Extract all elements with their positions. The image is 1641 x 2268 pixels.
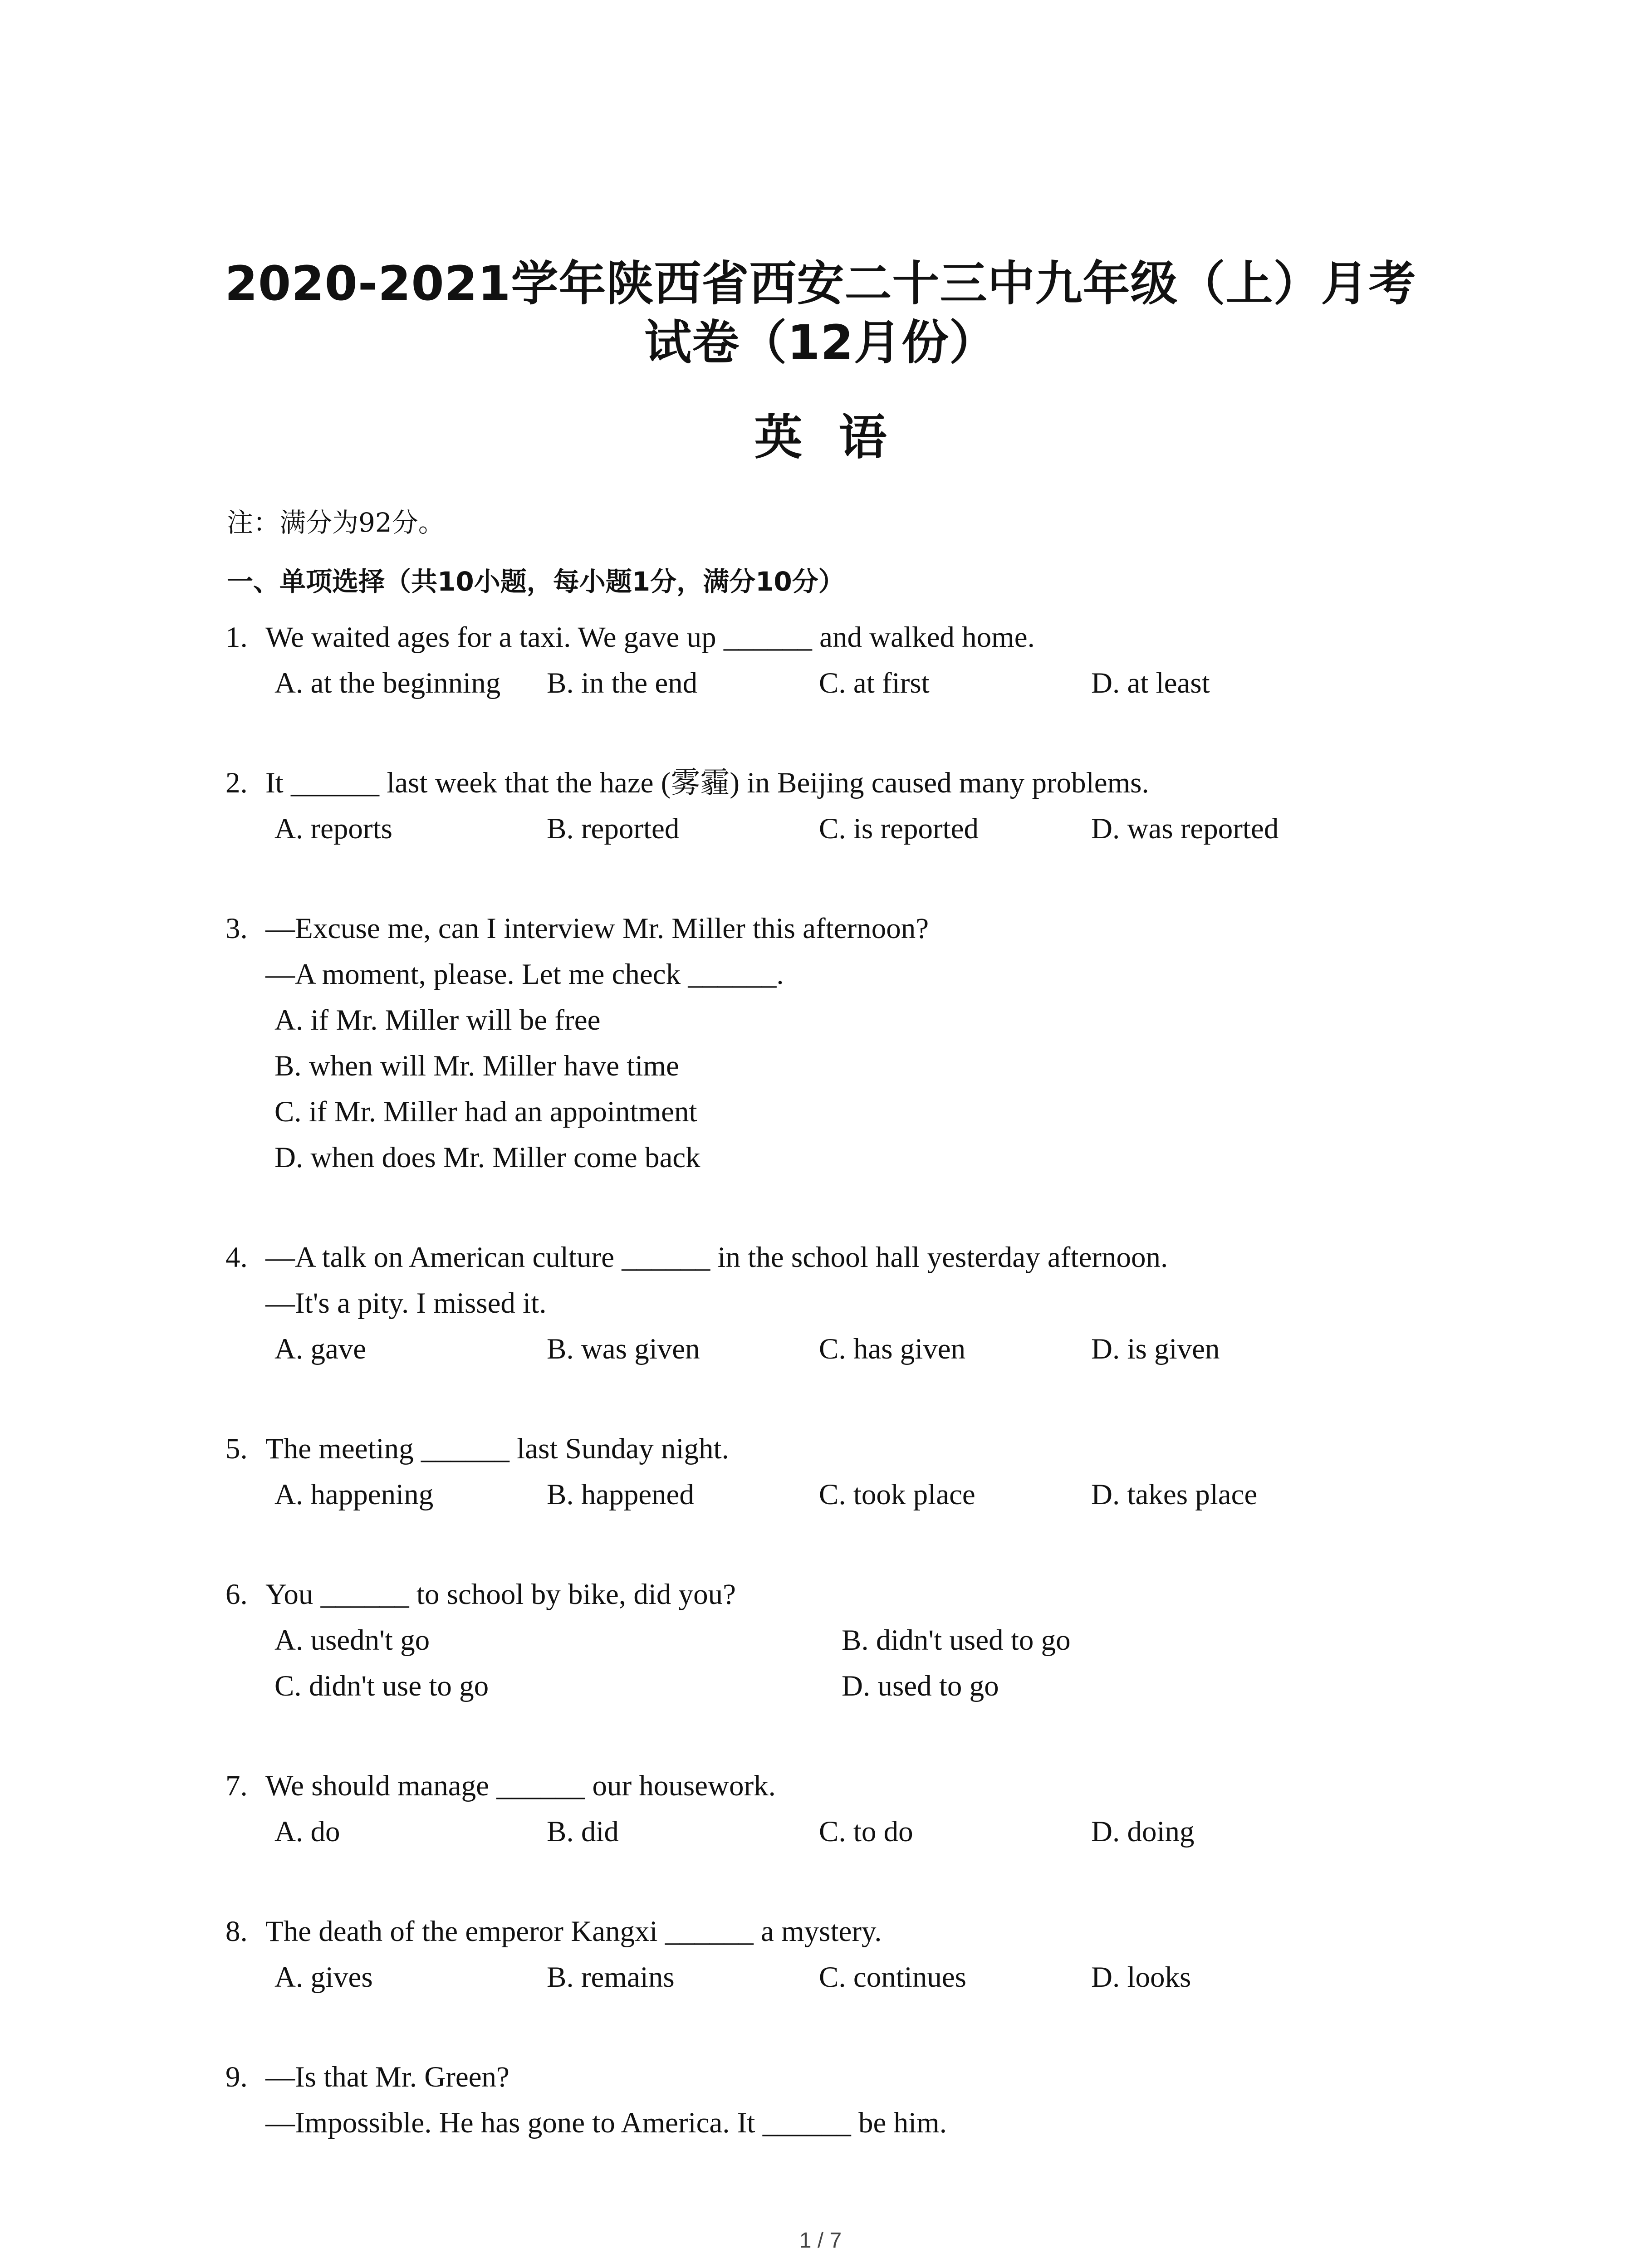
option-c: C. has given: [819, 1333, 966, 1365]
option-a: A. do: [274, 1815, 340, 1848]
section-heading: 一、单项选择（共10小题，每小题1分，满分10分）: [227, 566, 845, 597]
option-c: C. is reported: [819, 812, 979, 845]
option-d: D. doing: [1091, 1815, 1195, 1848]
option-c: C. if Mr. Miller had an appointment: [274, 1095, 697, 1128]
option-c: C. didn't use to go: [274, 1670, 489, 1702]
option-c: C. continues: [819, 1961, 966, 1994]
option-b: B. in the end: [547, 667, 698, 699]
question-stem-line-1: —Excuse me, can I interview Mr. Miller this afternoon?: [265, 912, 929, 945]
option-a: A. reports: [274, 812, 392, 845]
question-stem-line-1: —A talk on American culture ______ in the school hall yesterday afternoon.: [265, 1241, 1168, 1274]
question-stem-line-2: —Impossible. He has gone to America. It ______ be him.: [265, 2107, 947, 2139]
option-d: D. is given: [1091, 1333, 1220, 1365]
option-d: D. at least: [1091, 667, 1210, 699]
question-stem: The meeting ______ last Sunday night.: [265, 1432, 729, 1465]
exam-title-line-2: 试卷（12月份）: [644, 315, 997, 370]
option-b: B. did: [547, 1815, 619, 1848]
option-d: D. when does Mr. Miller come back: [274, 1141, 700, 1174]
option-a: A. happening: [274, 1478, 434, 1511]
question-stem: The death of the emperor Kangxi ______ a mystery.: [265, 1915, 882, 1948]
option-d: D. takes place: [1091, 1478, 1258, 1511]
score-note: 注：满分为92分。: [227, 507, 445, 538]
question-number: 8.: [225, 1915, 248, 1948]
option-c: C. to do: [819, 1815, 913, 1848]
question-stem: You ______ to school by bike, did you?: [265, 1578, 736, 1611]
option-b: B. didn't used to go: [842, 1624, 1071, 1657]
question-number: 7.: [225, 1769, 248, 1802]
exam-title-line-1: 2020-2021学年陕西省西安二十三中九年级（上）月考: [225, 256, 1416, 311]
question-stem: We waited ages for a taxi. We gave up ______ and walked home.: [265, 621, 1035, 654]
question-stem: It ______ last week that the haze (雾霾) in Beijing caused many problems.: [265, 767, 1149, 799]
option-a: A. usedn't go: [274, 1624, 430, 1657]
option-b: B. remains: [547, 1961, 675, 1994]
question-number: 6.: [225, 1578, 248, 1611]
question-number: 9.: [225, 2061, 248, 2093]
option-b: B. happened: [547, 1478, 694, 1511]
question-number: 2.: [225, 767, 248, 799]
option-b: B. when will Mr. Miller have time: [274, 1050, 679, 1082]
question-number: 3.: [225, 912, 248, 945]
option-a: A. gave: [274, 1333, 367, 1365]
option-d: D. was reported: [1091, 812, 1279, 845]
option-a: A. at the beginning: [274, 667, 501, 699]
option-b: B. reported: [547, 812, 680, 845]
option-d: D. looks: [1091, 1961, 1191, 1994]
question-stem-line-1: —Is that Mr. Green?: [265, 2061, 509, 2093]
question-number: 1.: [225, 621, 248, 654]
question-stem-line-2: —It's a pity. I missed it.: [265, 1287, 547, 1320]
subject-heading: 英语: [754, 409, 923, 465]
option-c: C. took place: [819, 1478, 975, 1511]
question-stem: We should manage ______ our housework.: [265, 1769, 776, 1802]
question-number: 5.: [225, 1432, 248, 1465]
option-a: A. if Mr. Miller will be free: [274, 1004, 601, 1036]
option-b: B. was given: [547, 1333, 700, 1365]
page-number: 1 / 7: [799, 2229, 842, 2253]
question-stem-line-2: —A moment, please. Let me check ______.: [265, 958, 784, 991]
question-number: 4.: [225, 1241, 248, 1274]
option-c: C. at first: [819, 667, 930, 699]
option-d: D. used to go: [842, 1670, 999, 1702]
option-a: A. gives: [274, 1961, 373, 1994]
